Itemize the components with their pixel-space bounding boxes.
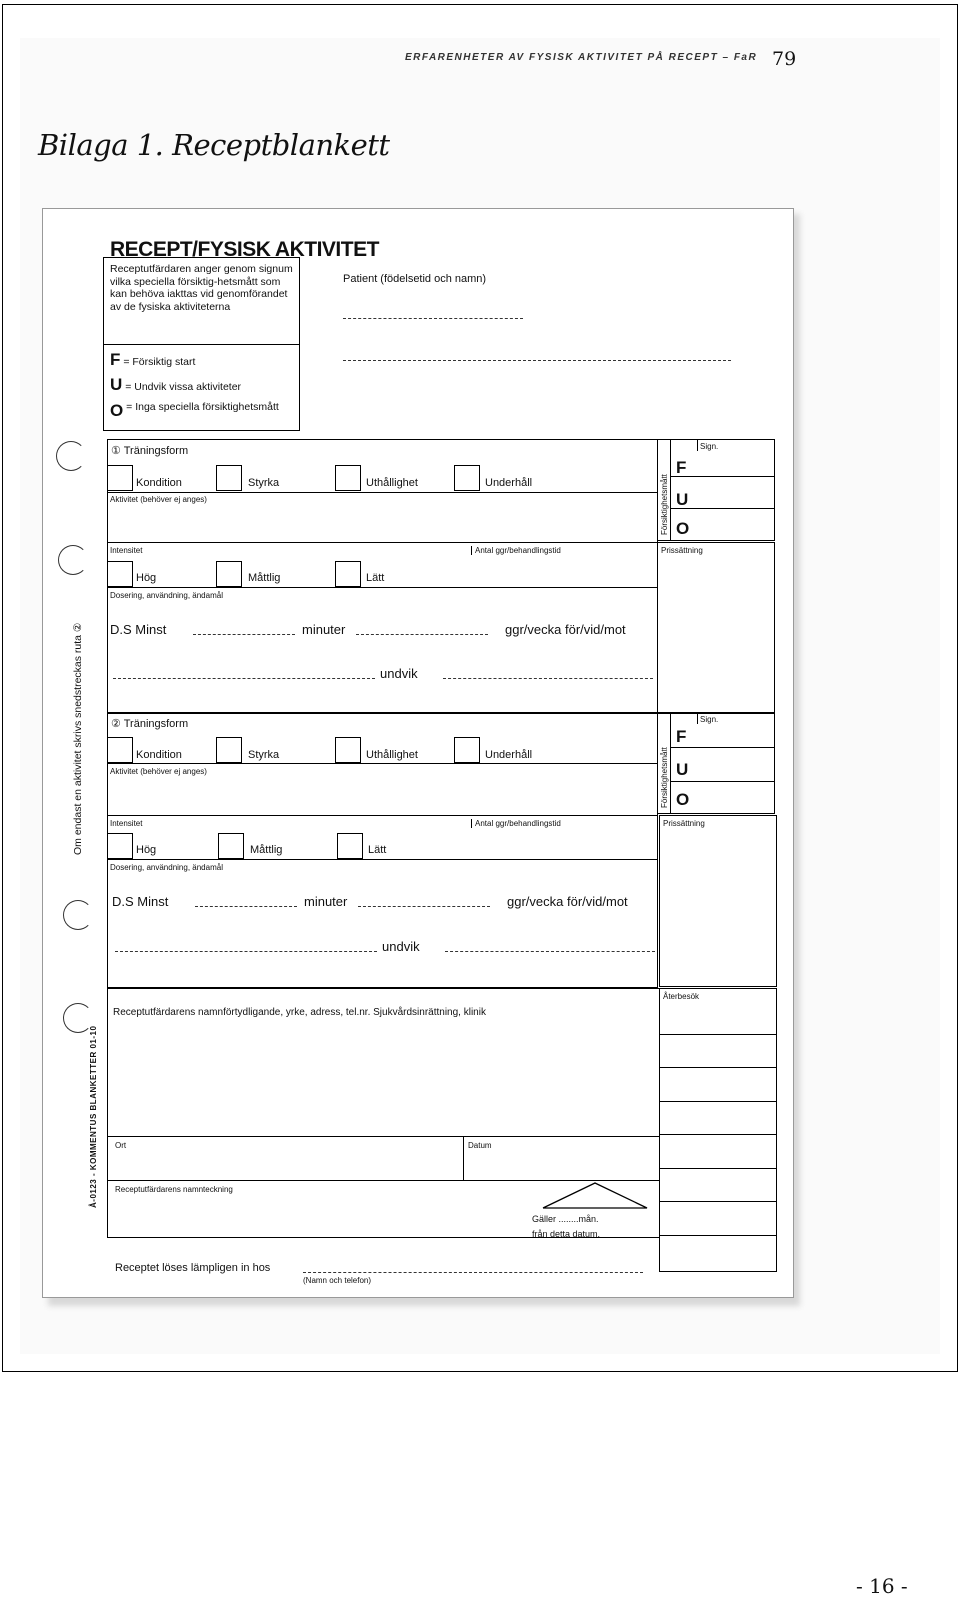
divider — [107, 587, 658, 588]
ggr-label: ggr/vecka för/vid/mot — [507, 894, 628, 909]
datum-label: Datum — [468, 1141, 492, 1150]
checkbox-latt[interactable] — [337, 833, 363, 859]
checkbox-underhall[interactable] — [454, 737, 480, 763]
block-1-heading: ① Träningsform — [111, 445, 189, 457]
divider — [670, 712, 671, 814]
option-label: Underhåll — [485, 477, 533, 489]
ggr-label: ggr/vecka för/vid/mot — [505, 622, 626, 637]
undvik-label: undvik — [380, 666, 418, 681]
count-label: Antal ggr/behandlingstid — [471, 819, 561, 828]
ds-line[interactable] — [195, 906, 297, 907]
minuter-line[interactable] — [356, 634, 488, 635]
intensity-option: Hög — [136, 572, 157, 584]
bottom-line[interactable] — [303, 1272, 643, 1273]
followup-row[interactable] — [659, 1168, 777, 1169]
appendix-title: Bilaga 1. Receptblankett — [38, 128, 390, 162]
divider — [107, 859, 658, 860]
checkbox-mattlig[interactable] — [216, 561, 242, 587]
form-title: RECEPT/FYSISK AKTIVITET — [110, 238, 379, 261]
divider — [107, 542, 658, 543]
legend-o: O = Inga speciella försiktighetsmått — [110, 400, 279, 420]
safety-letter: F — [676, 458, 687, 477]
patient-line[interactable] — [343, 318, 523, 319]
pricing-box-2[interactable] — [659, 815, 777, 987]
followup-row[interactable] — [659, 1235, 777, 1236]
block-2-heading: ② Träningsform — [111, 718, 189, 730]
page-number: 79 — [772, 48, 797, 70]
undvik-label: undvik — [382, 939, 420, 954]
safety-box-2 — [657, 712, 775, 814]
option-label: Uthållighet — [366, 749, 418, 761]
intensity-option: Lätt — [366, 572, 385, 584]
divider — [670, 781, 775, 782]
divider — [670, 439, 671, 541]
safety-letter: O — [676, 790, 690, 809]
tick — [697, 712, 698, 724]
divider — [670, 747, 775, 748]
intensity-option: Lätt — [368, 844, 387, 856]
issuer-label: Receptutfärdarens namnförtydligande, yrke, adress, tel.nr. Sjukvårdsinrättning, klinik — [113, 1007, 486, 1018]
undvik-line[interactable] — [113, 678, 375, 679]
pricing-box-1[interactable] — [657, 542, 775, 714]
followup-label: Återbesök — [663, 992, 700, 1001]
valid-line-1: Gäller ........mån. — [532, 1214, 599, 1224]
intensity-label: Intensitet — [110, 819, 143, 828]
option-label: Uthållighet — [366, 477, 418, 489]
safety-box-1 — [657, 439, 775, 541]
ort-label: Ort — [115, 1141, 127, 1150]
valid-line-2: från detta datum. — [532, 1229, 601, 1239]
checkbox-underhall[interactable] — [454, 465, 480, 491]
bottom-sub: (Namn och telefon) — [303, 1276, 372, 1285]
sign-label: Sign. — [700, 442, 719, 451]
checkbox-kondition[interactable] — [107, 465, 133, 491]
legend-box — [103, 344, 300, 431]
intro-text: Receptutfärdaren anger genom signum vilka speciella försiktig-hetsmått som kan behöva iakttas vid genomförandet av de fysiska aktiviteterna — [110, 263, 293, 313]
activity-label: Aktivitet (behöver ej anges) — [110, 767, 207, 776]
safety-label: Försiktighetsmått — [660, 747, 669, 808]
undvik-line[interactable] — [445, 951, 655, 952]
checkbox-hog[interactable] — [107, 561, 133, 587]
signature-label: Receptutfärdarens namnteckning — [115, 1185, 233, 1194]
binder-hole — [56, 441, 86, 471]
dosing-label: Dosering, användning, ändamål — [110, 863, 223, 872]
safety-letter: F — [676, 727, 687, 746]
followup-box — [659, 988, 777, 1272]
option-label: Kondition — [136, 477, 182, 489]
intensity-option: Måttlig — [250, 844, 283, 856]
divider — [107, 815, 658, 816]
followup-row[interactable] — [659, 1134, 777, 1135]
option-label: Kondition — [136, 749, 182, 761]
safety-letter: U — [676, 490, 689, 509]
divider — [463, 1136, 464, 1181]
safety-letter: O — [676, 519, 690, 538]
minuter-label: minuter — [304, 894, 348, 909]
divider — [107, 492, 658, 493]
divider — [107, 1136, 660, 1137]
followup-row[interactable] — [659, 1201, 777, 1202]
safety-label: Försiktighetsmått — [660, 474, 669, 535]
ds-label: D.S Minst — [112, 894, 169, 909]
checkbox-mattlig[interactable] — [218, 833, 244, 859]
minuter-label: minuter — [302, 622, 346, 637]
checkbox-hog[interactable] — [107, 833, 133, 859]
activity-label: Aktivitet (behöver ej anges) — [110, 495, 207, 504]
binder-hole — [63, 900, 93, 930]
divider — [670, 508, 775, 509]
intensity-option: Måttlig — [248, 572, 281, 584]
checkbox-styrka[interactable] — [216, 465, 242, 491]
option-label: Styrka — [248, 749, 280, 761]
patient-line[interactable] — [343, 360, 731, 361]
checkbox-latt[interactable] — [335, 561, 361, 587]
followup-row[interactable] — [659, 1067, 777, 1068]
checkbox-styrka[interactable] — [216, 737, 242, 763]
minuter-line[interactable] — [358, 906, 490, 907]
validity-triangle — [540, 1180, 650, 1210]
divider — [670, 476, 775, 477]
ds-label: D.S Minst — [110, 622, 167, 637]
undvik-line[interactable] — [115, 951, 377, 952]
legend-f: F = Försiktig start — [110, 350, 196, 369]
ds-line[interactable] — [193, 634, 295, 635]
bottom-text: Receptet löses lämpligen in hos — [115, 1262, 271, 1274]
count-label: Antal ggr/behandlingstid — [471, 546, 561, 555]
checkbox-uthallighet[interactable] — [335, 737, 361, 763]
intensity-option: Hög — [136, 844, 157, 856]
checkbox-kondition[interactable] — [107, 737, 133, 763]
followup-row[interactable] — [659, 1034, 777, 1035]
page-footer: - 16 - — [856, 1574, 908, 1598]
sign-label: Sign. — [700, 715, 719, 724]
binder-hole — [58, 545, 88, 575]
running-header: ERFARENHETER AV FYSISK AKTIVITET PÅ RECEPT – FaR — [405, 52, 758, 63]
side-note: Om endast en aktivitet skrivs snedstreckas ruta ② — [72, 622, 84, 855]
divider — [107, 763, 658, 764]
pricing-label: Prissättning — [661, 546, 703, 555]
patient-label: Patient (födelsetid och namn) — [343, 273, 487, 285]
dosing-label: Dosering, användning, ändamål — [110, 591, 223, 600]
option-label: Underhåll — [485, 749, 533, 761]
pricing-label: Prissättning — [663, 819, 705, 828]
option-label: Styrka — [248, 477, 280, 489]
legend-u: U = Undvik vissa aktiviteter — [110, 375, 242, 395]
intensity-label: Intensitet — [110, 546, 143, 555]
checkbox-uthallighet[interactable] — [335, 465, 361, 491]
followup-row[interactable] — [659, 1101, 777, 1102]
form-code: Å-0123 - KOMMENTUS BLANKETTER 01-10 — [89, 1025, 98, 1208]
tick — [697, 439, 698, 451]
safety-letter: U — [676, 760, 689, 779]
undvik-line[interactable] — [443, 678, 653, 679]
intro-box — [103, 257, 300, 345]
